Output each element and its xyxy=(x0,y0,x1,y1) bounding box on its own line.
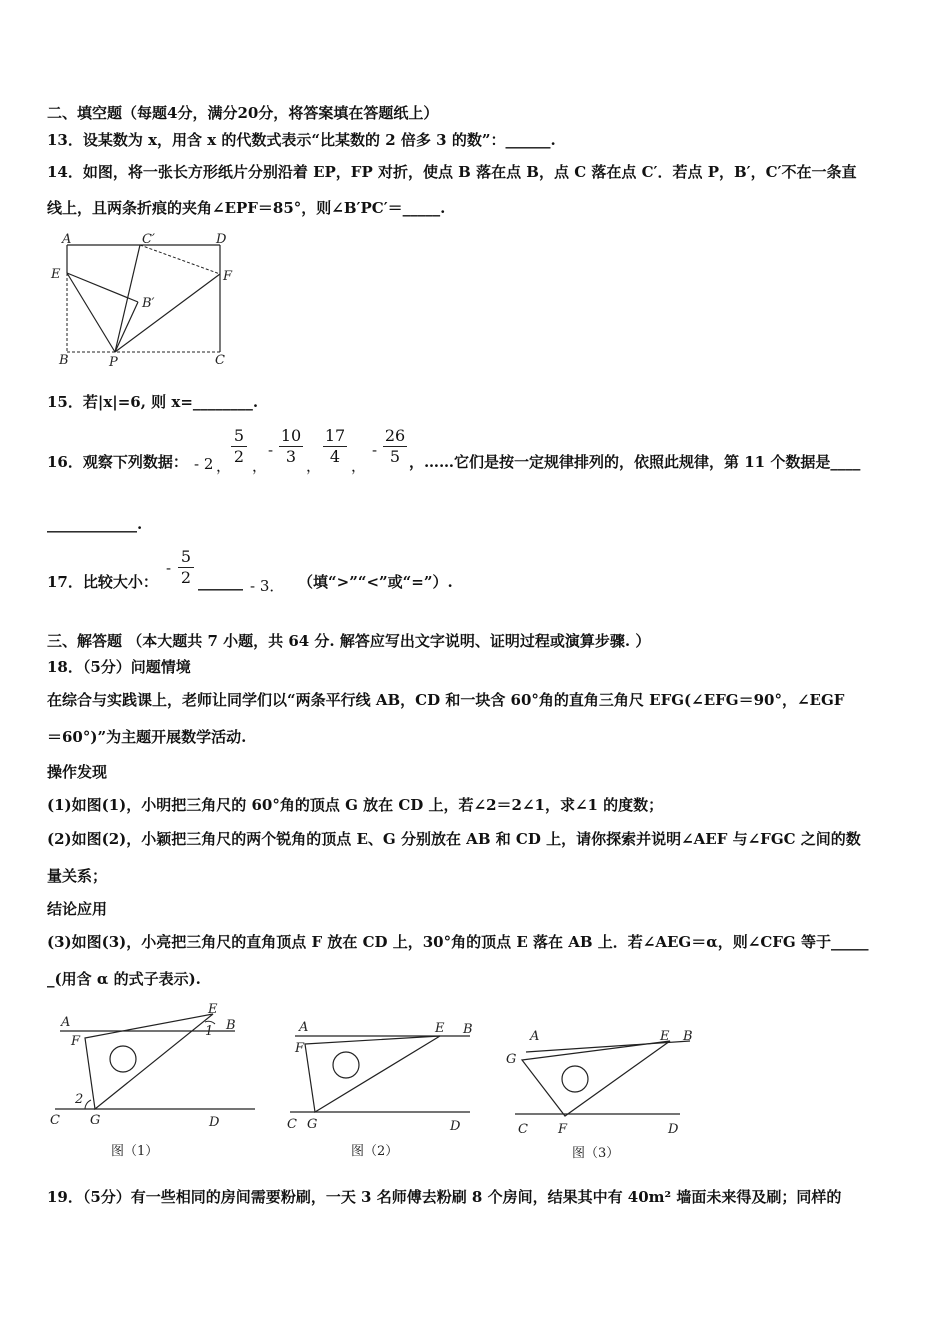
section3-header: 三、解答题 （本大题共 7 小题，共 64 分. 解答应写出文字说明、证明过程或演算步骤. ） xyxy=(47,632,651,650)
question-16-suffix: ，……它们是按一定规律排列的，依照此规律，第 11 个数据是____ xyxy=(409,453,861,471)
q18-intro-line1: 在综合与实践课上，老师让同学们以“两条平行线 AB，CD 和一块含 60°角的直角三角尺 EFG(∠EFG＝90°，∠EGF xyxy=(47,691,845,709)
q16-f1-numerator: 5 xyxy=(233,426,245,445)
q16-comma-3: ， xyxy=(306,457,322,475)
q16-fraction-5 xyxy=(383,427,407,466)
question-14-line1: 14．如图，将一张长方形纸片分别沿着 EP，FP 对折，使点 B 落在点 B，点 C 落在点 C′．若点 P，B′，C′不在一条直 xyxy=(47,163,857,181)
q16-f2-numerator: 10 xyxy=(280,426,302,445)
fig1-label-A: A xyxy=(61,1015,71,1030)
fig2-label-D: D xyxy=(450,1119,461,1134)
fig2-label-C: C xyxy=(287,1117,297,1132)
q16-comma-2: ， xyxy=(252,457,268,475)
q18-intro-line2: ＝60°)”为主题开展数学活动. xyxy=(47,728,247,746)
fig3-label-D: D xyxy=(668,1122,679,1137)
fig2-label-F: F xyxy=(295,1041,305,1056)
q16-f3-numerator: 17 xyxy=(324,426,346,445)
question-18-title: 18．（5分）问题情境 xyxy=(47,658,191,676)
fig2-label-E: E xyxy=(435,1021,445,1036)
fig3-caption: 图（3） xyxy=(572,1146,620,1161)
fig1-label-D: D xyxy=(209,1115,220,1130)
label-F: F xyxy=(223,269,233,284)
q18-part3-line1: (3)如图(3)，小亮把三角尺的直角顶点 F 放在 CD 上，30°角的顶点 E 落在 AB 上．若∠AEG＝α，则∠CFG 等于_____ xyxy=(47,933,869,951)
q18-application-title: 结论应用 xyxy=(47,900,108,918)
q16-fraction-3 xyxy=(279,427,303,466)
q16-minus-3: - xyxy=(268,441,274,459)
q17-minus: - xyxy=(166,559,172,577)
label-P: P xyxy=(109,355,118,370)
fig3-label-A: A xyxy=(530,1029,540,1044)
q16-fraction-4 xyxy=(323,427,347,466)
question-13: 13．设某数为 x，用含 x 的代数式表示“比某数的 2 倍多 3 的数”：______. xyxy=(47,131,556,149)
fig1-label-1: 1 xyxy=(205,1024,214,1039)
q16-comma-1: ， xyxy=(216,457,232,475)
label-B: B xyxy=(59,353,69,368)
fig2-label-G: G xyxy=(307,1117,318,1132)
question-17-prefix: 17．比较大小： xyxy=(47,573,158,591)
q18-figure-2 xyxy=(285,1012,485,1167)
q18-part2-line1: (2)如图(2)，小颖把三角尺的两个锐角的顶点 E、G 分别放在 AB 和 CD 上，请你探索并说明∠AEF 与∠FGC 之间的数 xyxy=(47,830,861,848)
label-B-prime: B′ xyxy=(142,296,155,311)
label-A: A xyxy=(62,232,72,247)
fig1-caption: 图（1） xyxy=(111,1144,159,1159)
fig3-label-F: F xyxy=(558,1122,568,1137)
q16-fraction-2 xyxy=(231,427,247,466)
question-16-prefix: 16．观察下列数据： xyxy=(47,453,188,471)
fig2-label-A: A xyxy=(299,1020,309,1035)
q14-rectangle-figure xyxy=(45,230,245,375)
fig1-label-2: 2 xyxy=(75,1092,84,1107)
fig3-label-C: C xyxy=(518,1122,528,1137)
q16-f4-denominator: 5 xyxy=(389,447,401,466)
fig2-caption: 图（2） xyxy=(351,1144,399,1159)
section2-header: 二、填空题（每题4分，满分20分，将答案填在答题纸上） xyxy=(47,104,439,122)
q17-blank: ______ xyxy=(198,573,243,591)
fig1-label-B: B xyxy=(226,1018,236,1033)
label-D: D xyxy=(216,232,227,247)
label-E: E xyxy=(51,267,61,282)
q16-term-1: - 2 xyxy=(194,455,214,473)
q18-operation-title: 操作发现 xyxy=(47,763,108,781)
q17-numerator: 5 xyxy=(180,547,192,566)
q17-fraction xyxy=(178,548,194,587)
q18-figure-1 xyxy=(45,1002,275,1167)
q17-rhs: - 3． xyxy=(250,577,285,595)
fig1-label-C: C xyxy=(50,1113,60,1128)
q16-minus-5: - xyxy=(372,441,378,459)
question-16-line2: ____________. xyxy=(47,515,143,533)
q18-part1: (1)如图(1)，小明把三角尺的 60°角的顶点 G 放在 CD 上，若∠2＝2∠1，求∠1 的度数； xyxy=(47,796,664,814)
question-19: 19．（5分）有一些相同的房间需要粉刷，一天 3 名师傅去粉刷 8 个房间，结果其中有 40m² 墙面未来得及刷；同样的 xyxy=(47,1188,842,1206)
question-15: 15．若|x|=6, 则 x=________. xyxy=(47,393,259,411)
q18-part2-line2: 量关系； xyxy=(47,867,108,885)
fig1-label-G: G xyxy=(90,1113,101,1128)
q16-comma-4: ， xyxy=(351,457,367,475)
q16-f3-denominator: 4 xyxy=(329,447,341,466)
fig3-label-G: G xyxy=(506,1052,517,1067)
fig1-label-F: F xyxy=(71,1034,81,1049)
q18-part3-line2: _(用含 α 的式子表示). xyxy=(47,970,201,988)
fig3-label-B: B xyxy=(683,1029,693,1044)
q17-denominator: 2 xyxy=(180,568,192,587)
fig1-label-E: E xyxy=(208,1002,218,1017)
fig2-label-B: B xyxy=(463,1022,473,1037)
label-C: C xyxy=(215,353,225,368)
q16-f1-denominator: 2 xyxy=(233,447,245,466)
q16-f2-denominator: 3 xyxy=(285,447,297,466)
fig3-label-E: E xyxy=(660,1029,670,1044)
question-17-suffix: （填“>”“<”或“=”）. xyxy=(298,573,453,591)
q16-f4-numerator: 26 xyxy=(384,426,406,445)
question-14-line2: 线上，且两条折痕的夹角∠EPF＝85°，则∠B′PC′＝_____. xyxy=(47,199,446,217)
q18-figure-3 xyxy=(500,1012,700,1167)
label-C-prime: C′ xyxy=(142,232,155,247)
